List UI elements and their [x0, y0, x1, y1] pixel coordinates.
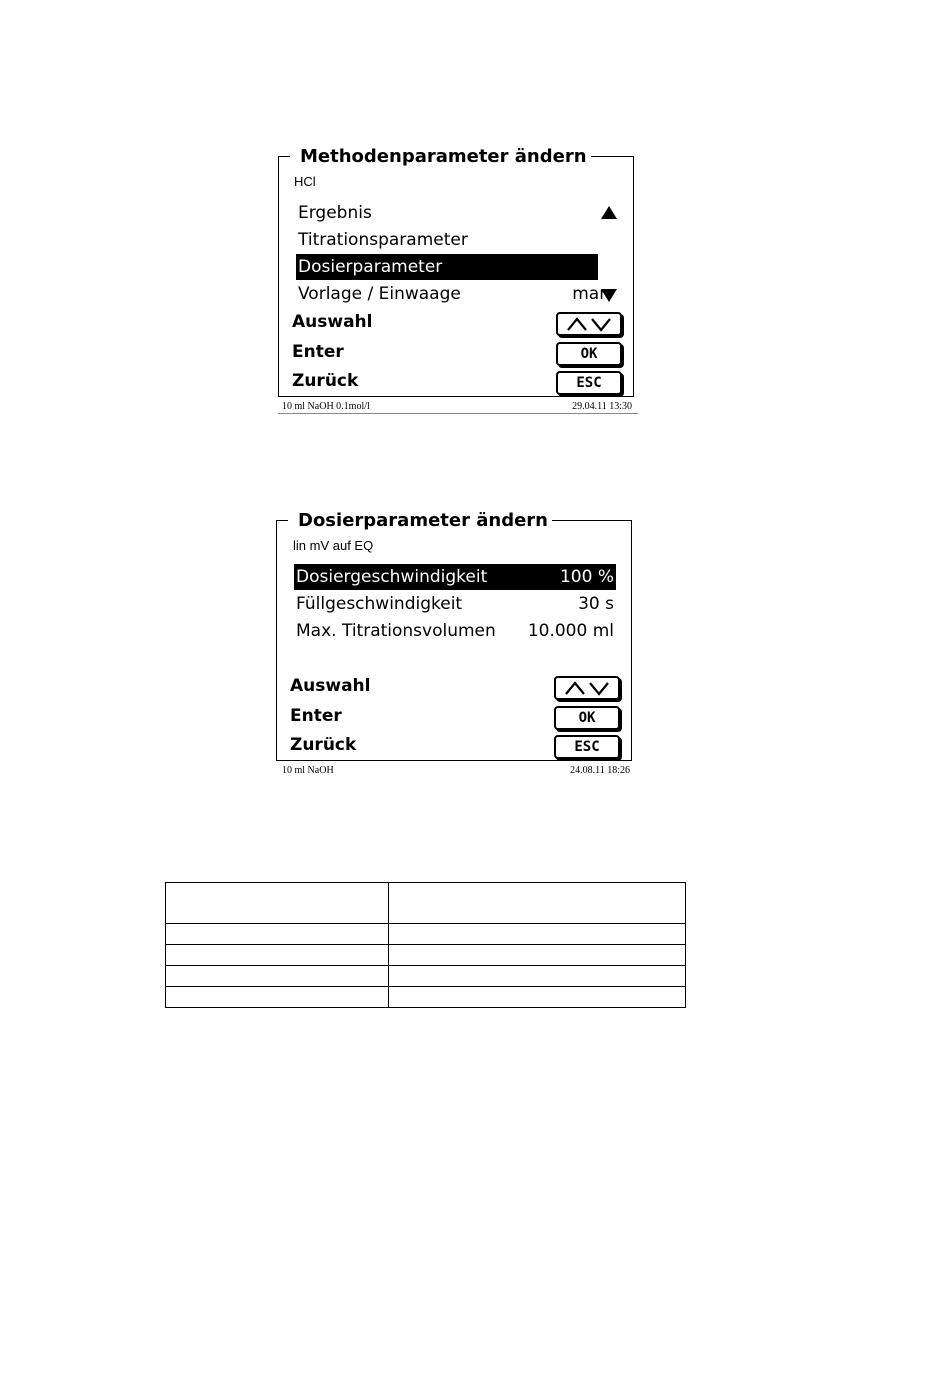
- table-row: [166, 883, 686, 924]
- table-row: [166, 966, 686, 987]
- table-row: [166, 945, 686, 966]
- table-cell: [166, 987, 389, 1008]
- scroll-down-icon[interactable]: [601, 289, 617, 302]
- screen-title: Dosierparameter ändern: [294, 511, 552, 531]
- menu-item-max-titrationsvolumen[interactable]: [294, 618, 616, 644]
- table-cell: [389, 883, 686, 924]
- ok-key[interactable]: OK: [556, 342, 622, 366]
- scroll-up-icon[interactable]: [601, 206, 617, 219]
- action-label-auswahl: Auswahl: [292, 312, 373, 332]
- menu-item-fuellgeschwindigkeit[interactable]: [294, 591, 616, 617]
- ok-key[interactable]: OK: [554, 706, 620, 730]
- table-cell: [389, 987, 686, 1008]
- menu-item-value: 10.000 ml: [527, 621, 614, 641]
- menu-item-value: 100 %: [559, 567, 614, 587]
- esc-key[interactable]: ESC: [554, 735, 620, 759]
- up-down-arrows-icon: [565, 315, 613, 333]
- menu-item-titrationsparameter[interactable]: [296, 227, 604, 253]
- status-right: 24.08.11 18:26: [570, 765, 630, 776]
- menu-item-label: Ergebnis: [298, 203, 372, 223]
- table-cell: [389, 966, 686, 987]
- menu-item-value: man: [572, 284, 610, 304]
- action-label-zurueck: Zurück: [290, 735, 357, 755]
- dosing-params-screen: [276, 510, 632, 776]
- action-label-auswahl: Auswahl: [290, 676, 371, 696]
- table-cell: [166, 966, 389, 987]
- table-cell: [166, 924, 389, 945]
- table-cell: [166, 945, 389, 966]
- up-down-key[interactable]: [556, 312, 622, 336]
- table-row: [166, 987, 686, 1008]
- menu-item-label: Dosiergeschwindigkeit: [296, 567, 488, 587]
- table-row: [166, 924, 686, 945]
- menu-item-label: Titrationsparameter: [298, 230, 468, 250]
- parameter-table: [165, 882, 686, 1008]
- menu-item-vorlage-einwaage[interactable]: [296, 281, 610, 307]
- screen-subtitle: HCl: [294, 174, 316, 189]
- status-left: 10 ml NaOH: [282, 765, 334, 776]
- screen-title: Methodenparameter ändern: [296, 147, 591, 167]
- menu-item-ergebnis[interactable]: [296, 200, 604, 226]
- action-label-enter: Enter: [290, 706, 342, 726]
- action-label-zurueck: Zurück: [292, 371, 359, 391]
- up-down-key[interactable]: [554, 676, 620, 700]
- menu-item-label: Vorlage / Einwaage: [298, 284, 461, 304]
- status-right: 29.04.11 13:30: [572, 401, 632, 412]
- table-cell: [389, 924, 686, 945]
- status-divider: [278, 413, 638, 414]
- status-left: 10 ml NaOH 0.1mol/l: [282, 401, 370, 412]
- screen-subtitle: lin mV auf EQ: [293, 538, 374, 553]
- menu-item-label: Max. Titrationsvolumen: [296, 621, 496, 641]
- esc-key[interactable]: ESC: [556, 371, 622, 395]
- table-cell: [389, 945, 686, 966]
- menu-item-dosierparameter[interactable]: [296, 254, 598, 280]
- table-cell: [166, 883, 389, 924]
- menu-item-value: 30 s: [578, 594, 614, 614]
- menu-item-label: Füllgeschwindigkeit: [296, 594, 463, 614]
- method-params-screen: [278, 146, 634, 412]
- action-label-enter: Enter: [292, 342, 344, 362]
- menu-item-dosiergeschwindigkeit[interactable]: [294, 564, 616, 590]
- menu-item-label: Dosierparameter: [298, 257, 443, 277]
- up-down-arrows-icon: [563, 679, 611, 697]
